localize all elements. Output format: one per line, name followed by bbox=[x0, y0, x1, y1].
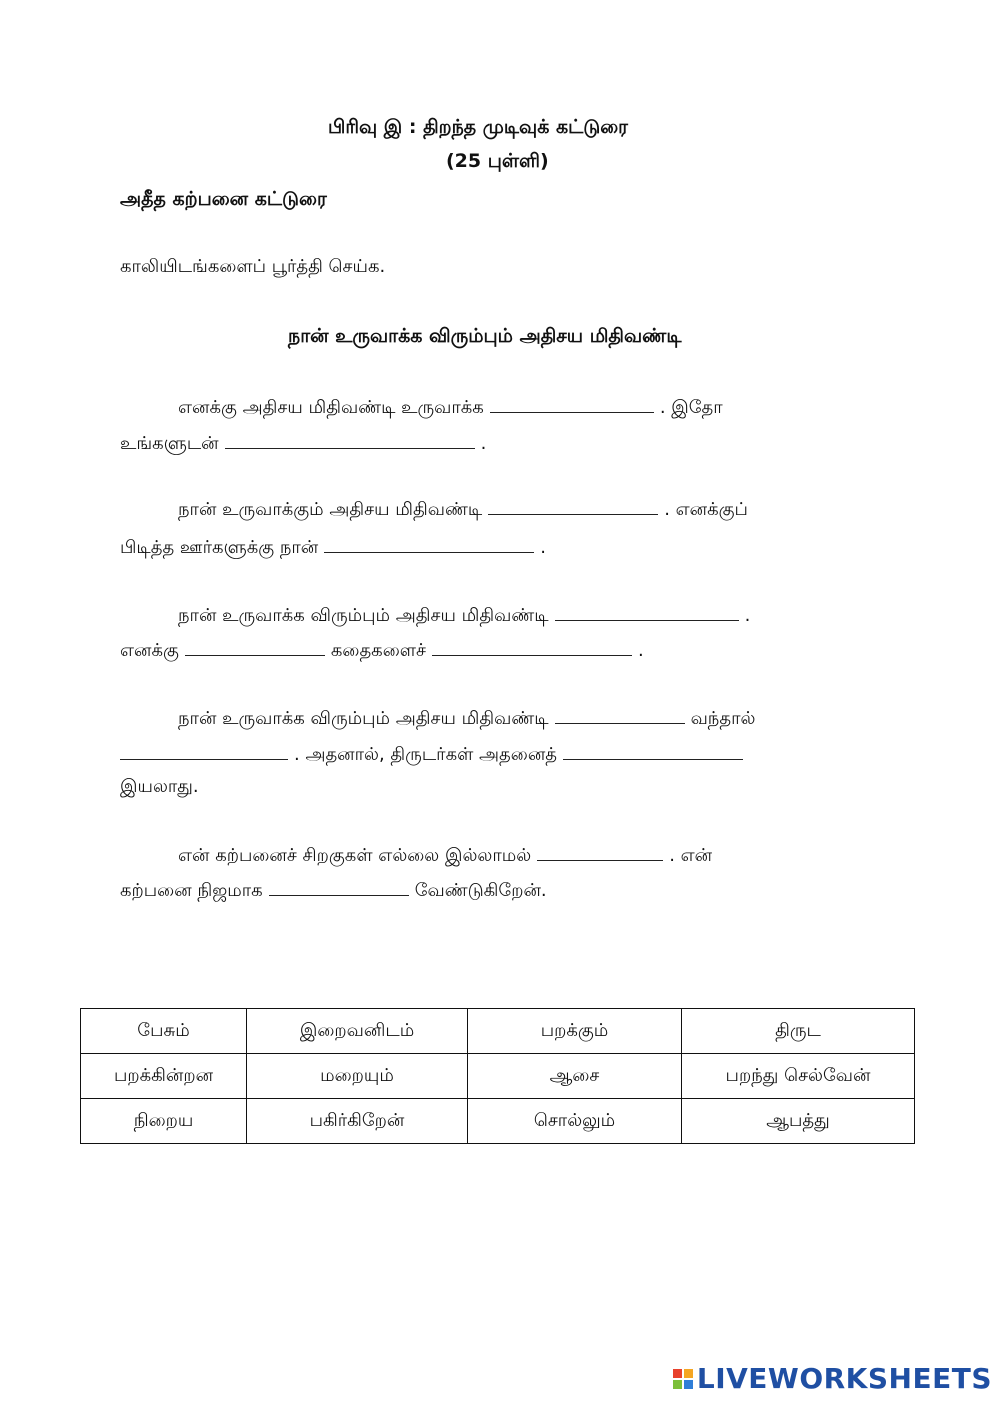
blank-field[interactable] bbox=[324, 534, 534, 553]
paragraph-2-line-1 bbox=[178, 496, 748, 522]
text-segment: வேண்டுகிறேன். bbox=[414, 880, 547, 901]
paragraph-3-line-1 bbox=[178, 602, 750, 628]
text-segment: என் கற்பனைச் சிறகுகள் எல்லை இல்லாமல் bbox=[178, 845, 532, 866]
blank-field[interactable] bbox=[185, 637, 325, 656]
text-segment: நான் உருவாக்க விரும்பும் அதிசய மிதிவண்டி bbox=[178, 708, 549, 729]
text-segment: உங்களுடன் bbox=[120, 433, 219, 454]
text-segment: . bbox=[480, 433, 487, 454]
text-segment: கதைகளைச் bbox=[330, 640, 426, 661]
blank-field[interactable] bbox=[120, 741, 288, 760]
table-row bbox=[81, 1099, 915, 1144]
word-cell: பறக்கின்றன bbox=[81, 1054, 247, 1099]
section-title: பிரிவு இ : திறந்த முடிவுக் கட்டுரை bbox=[328, 116, 628, 138]
blank-field[interactable] bbox=[269, 877, 409, 896]
blank-field[interactable] bbox=[488, 496, 658, 515]
paragraph-1-line-1 bbox=[178, 394, 723, 420]
logo-text: LIVEWORKSHEETS bbox=[696, 1362, 992, 1395]
marks-label: (25 புள்ளி) bbox=[446, 150, 549, 172]
word-cell: பேசும் bbox=[81, 1009, 247, 1054]
blank-field[interactable] bbox=[555, 602, 739, 621]
text-segment: நான் உருவாக்கும் அதிசய மிதிவண்டி bbox=[178, 499, 483, 520]
text-segment: நான் உருவாக்க விரும்பும் அதிசய மிதிவண்டி bbox=[178, 605, 549, 626]
table-row bbox=[81, 1054, 915, 1099]
logo-square bbox=[673, 1369, 682, 1378]
table-row bbox=[81, 1009, 915, 1054]
word-bank-table bbox=[80, 1008, 915, 1144]
blank-field[interactable] bbox=[563, 741, 743, 760]
text-segment: . bbox=[744, 605, 751, 626]
paragraph-3-line-2 bbox=[120, 637, 644, 663]
logo-square bbox=[684, 1369, 693, 1378]
text-segment: எனக்கு bbox=[120, 640, 179, 661]
text-segment: . என் bbox=[669, 845, 713, 866]
text-segment: . bbox=[637, 640, 644, 661]
blank-field[interactable] bbox=[555, 705, 685, 724]
paragraph-4-line-1 bbox=[178, 705, 755, 731]
essay-title: நான் உருவாக்க விரும்பும் அதிசய மிதிவண்டி bbox=[288, 325, 682, 347]
word-cell: நிறைய bbox=[81, 1099, 247, 1144]
liveworksheets-logo bbox=[673, 1362, 992, 1395]
paragraph-5-line-1 bbox=[178, 842, 712, 868]
text-segment: எனக்கு அதிசய மிதிவண்டி உருவாக்க bbox=[178, 397, 484, 418]
text-segment: பிடித்த ஊர்களுக்கு நான் bbox=[120, 537, 319, 558]
logo-square bbox=[673, 1380, 682, 1389]
instruction: காலியிடங்களைப் பூர்த்தி செய்க. bbox=[120, 256, 386, 277]
blank-field[interactable] bbox=[225, 430, 475, 449]
text-segment: . bbox=[540, 537, 546, 558]
word-cell: பறக்கும் bbox=[468, 1009, 682, 1054]
word-cell: மறையும் bbox=[247, 1054, 468, 1099]
text-segment: . எனக்குப் bbox=[664, 499, 748, 520]
text-segment: . அதனால், திருடர்கள் அதனைத் bbox=[294, 744, 557, 765]
paragraph-1-line-2 bbox=[120, 430, 486, 456]
word-cell: ஆபத்து bbox=[682, 1099, 915, 1144]
word-cell: சொல்லும் bbox=[468, 1099, 682, 1144]
word-cell: ஆசை bbox=[468, 1054, 682, 1099]
logo-square bbox=[684, 1380, 693, 1389]
paragraph-2-line-2 bbox=[120, 534, 546, 560]
text-segment: . இதோ bbox=[659, 397, 723, 418]
paragraph-4-line-2 bbox=[120, 741, 749, 767]
text-segment: வந்தால் bbox=[690, 708, 756, 729]
essay-type: அதீத கற்பனை கட்டுரை bbox=[120, 188, 327, 210]
blank-field[interactable] bbox=[537, 842, 663, 861]
word-cell: இறைவனிடம் bbox=[247, 1009, 468, 1054]
blank-field[interactable] bbox=[432, 637, 632, 656]
word-cell: திருட bbox=[682, 1009, 915, 1054]
word-cell: பகிர்கிறேன் bbox=[247, 1099, 468, 1144]
word-cell: பறந்து செல்வேன் bbox=[682, 1054, 915, 1099]
text-segment: கற்பனை நிஜமாக bbox=[120, 880, 263, 901]
blank-field[interactable] bbox=[490, 394, 654, 413]
paragraph-4-line-3: இயலாது. bbox=[120, 776, 199, 797]
paragraph-5-line-2 bbox=[120, 877, 547, 903]
logo-icon bbox=[673, 1369, 693, 1389]
